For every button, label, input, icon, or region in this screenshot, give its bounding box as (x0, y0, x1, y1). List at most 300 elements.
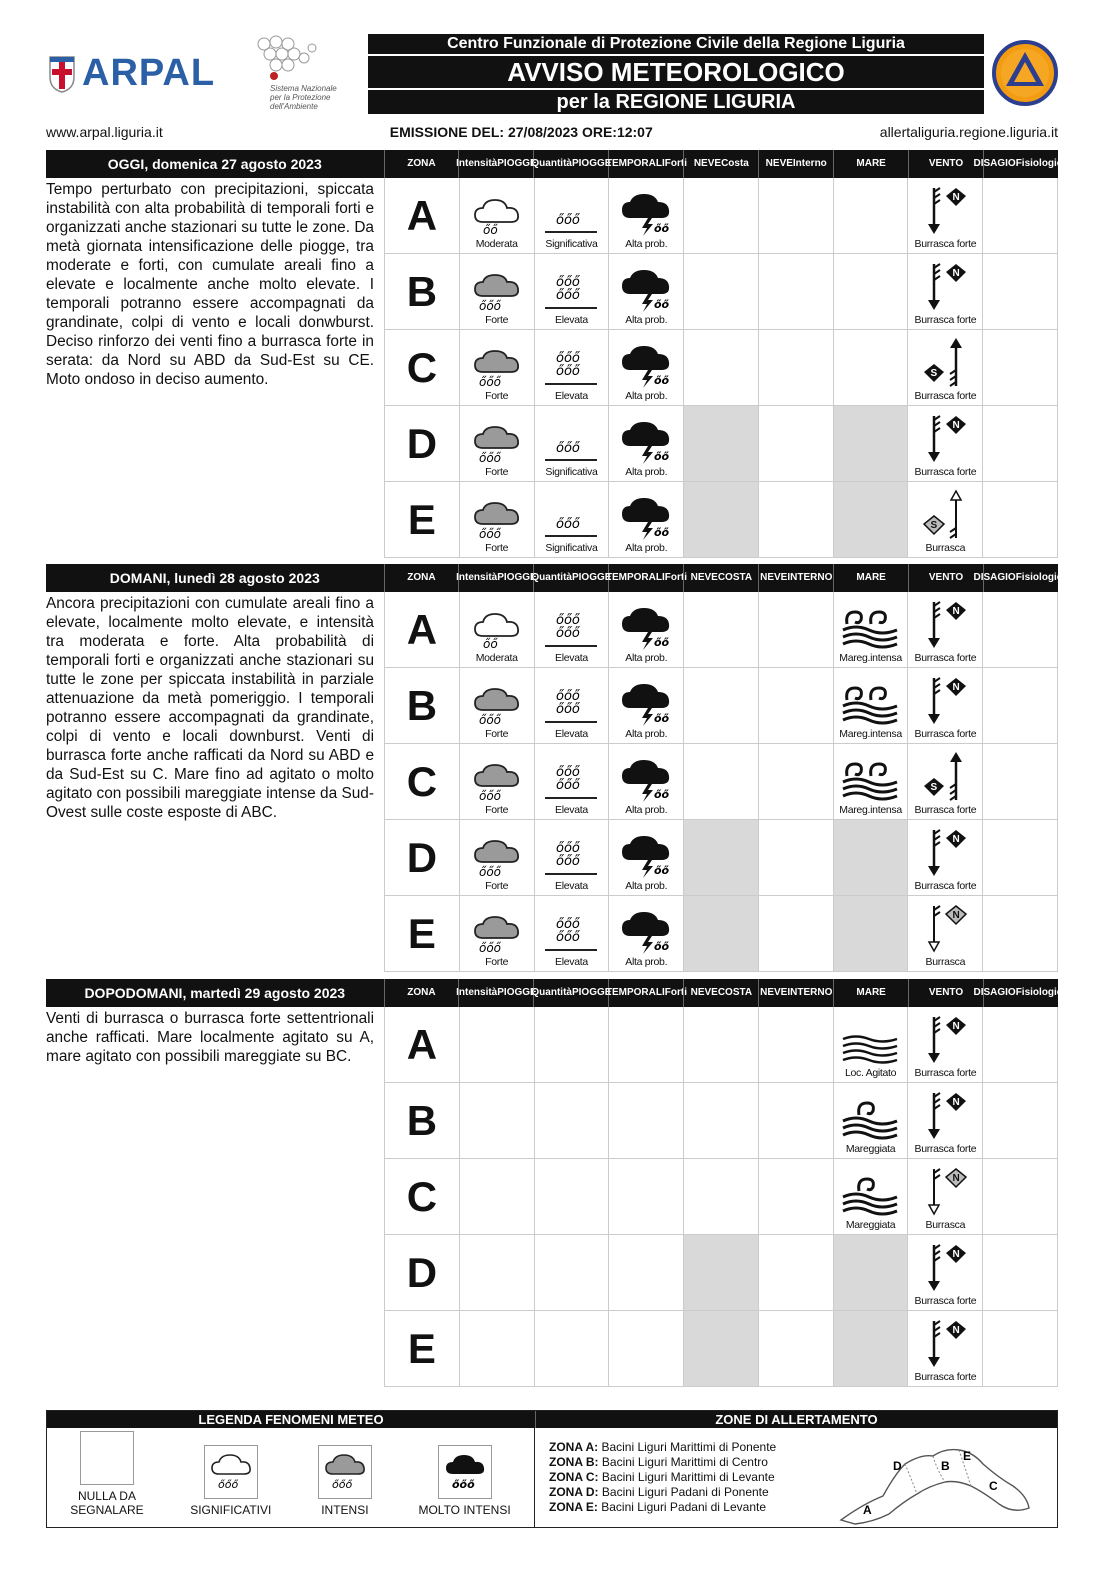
svg-text:N: N (952, 834, 961, 845)
column-header (908, 150, 983, 178)
snow-inland-cell (759, 1007, 834, 1082)
svg-text:őőő: őőő (556, 854, 581, 869)
column-header-line: NEVE (760, 987, 788, 998)
column-header-line: Intensità (456, 987, 498, 998)
svg-text:őőő: őőő (556, 275, 581, 290)
column-header-line: PIOGGE (571, 158, 612, 169)
wind-cell-label: Burrasca forte (914, 880, 977, 892)
svg-text:N: N (952, 1021, 961, 1032)
wind-cell-label: Burrasca forte (914, 1143, 977, 1155)
rain-drops-high-icon (541, 348, 601, 390)
svg-text:N: N (952, 1325, 961, 1336)
snow-coast-cell (684, 744, 759, 819)
wind-north-strong-icon (920, 1013, 970, 1067)
zone-row (385, 1083, 1058, 1159)
day-header (46, 564, 1069, 592)
discomfort-cell (983, 896, 1058, 971)
wind-cell-label: Burrasca forte (914, 238, 977, 250)
rain-quantity-cell (535, 896, 610, 971)
svg-text:őő: őő (654, 222, 670, 235)
wind-north-strong-icon (920, 1089, 970, 1143)
legend-label: MOLTO INTENSI (418, 1503, 511, 1517)
storm-cell-label: Alta prob. (625, 238, 668, 250)
column-header-line: ZONA (407, 572, 436, 583)
legend-item (190, 1445, 271, 1517)
discomfort-cell (983, 1311, 1058, 1386)
column-header-line: VENTO (928, 158, 964, 169)
rain-quantity-cell-label: Significativa (545, 542, 598, 554)
column-header-line: PIOGGE (571, 572, 612, 583)
column-header-line: PIOGGE (497, 158, 537, 169)
sea-cell (834, 668, 909, 743)
wind-cell-label: Burrasca forte (914, 466, 977, 478)
sea-cell-label: Mareg.intensa (839, 728, 902, 740)
column-header-line: NEVE (690, 572, 718, 583)
column-header (683, 979, 758, 1007)
wind-north-icon (920, 902, 970, 956)
storm-cell (609, 1311, 684, 1386)
rain-quantity-cell-label: Significativa (545, 238, 598, 250)
storm-cell-label: Alta prob. (625, 466, 668, 478)
wind-cell (908, 1007, 983, 1082)
zone-desc: Bacini Liguri Marittimi di Centro (601, 1455, 768, 1469)
protezione-civile-logo-icon (992, 40, 1058, 106)
column-header (758, 150, 833, 178)
day-title: OGGI, domenica 27 agosto 2023 (107, 156, 322, 172)
cloud-heavy-icon (471, 686, 523, 728)
cloud-heavy-icon (471, 838, 523, 880)
column-header-line: Quantità (531, 987, 572, 998)
wind-north-strong-icon (920, 260, 970, 314)
sea-cell-label: Mareg.intensa (839, 804, 902, 816)
wind-cell (908, 744, 983, 819)
zone-key: ZONA D: (549, 1485, 599, 1499)
zone-key: ZONA E: (549, 1500, 598, 1514)
rain-intensity-cell-label: Forte (485, 314, 509, 326)
cloud-outline-icon (204, 1445, 258, 1499)
title-line-1: Centro Funzionale di Protezione Civile della Regione Liguria (368, 34, 984, 54)
legend (47, 1428, 535, 1527)
storm-cloud-icon (620, 192, 672, 238)
svg-text:őő: őő (482, 637, 498, 650)
rain-quantity-cell (535, 744, 610, 819)
svg-text:őőő: őőő (478, 789, 501, 802)
snow-inland-cell (759, 1311, 834, 1386)
zone-letter: A (385, 178, 460, 253)
rain-intensity-cell (460, 668, 535, 743)
column-header-line: NEVE (765, 158, 793, 169)
column-header (456, 564, 537, 592)
wind-cell (908, 254, 983, 329)
column-header-line: MARE (856, 987, 886, 998)
column-header-line: Fisiologico (1015, 987, 1069, 998)
sea-cell (834, 406, 909, 481)
wind-cell (908, 668, 983, 743)
sea-surge-intense-icon (841, 682, 901, 728)
discomfort-cell (983, 330, 1058, 405)
svg-text:N: N (952, 682, 961, 693)
column-header-line: Quantità (531, 572, 572, 583)
snow-coast-cell (684, 178, 759, 253)
rain-intensity-cell (460, 1235, 535, 1310)
zone-row (385, 820, 1058, 896)
column-header (833, 150, 908, 178)
site-link-left[interactable]: www.arpal.liguria.it (46, 124, 163, 140)
wind-cell (908, 330, 983, 405)
wind-cell-label: Burrasca forte (914, 728, 977, 740)
zone-row (385, 1159, 1058, 1235)
column-header-line: NEVE (760, 572, 788, 583)
zone-key: ZONA A: (549, 1440, 599, 1454)
day-header (46, 979, 1069, 1007)
storm-cell (609, 744, 684, 819)
svg-text:őő: őő (654, 450, 670, 463)
wind-north-strong-icon (920, 412, 970, 466)
emission-date: EMISSIONE DEL: 27/08/2023 ORE:12:07 (389, 124, 653, 140)
svg-text:őőő: őőő (478, 713, 501, 726)
map-label-c: C (989, 1479, 998, 1493)
rain-quantity-cell (535, 482, 610, 557)
svg-text:S: S (930, 520, 938, 531)
snow-coast-cell (684, 254, 759, 329)
sea-cell (834, 1311, 909, 1386)
rain-intensity-cell (460, 820, 535, 895)
zone-grid (384, 1007, 1058, 1387)
zone-key: ZONA B: (549, 1455, 599, 1469)
day-title: DOPODOMANI, martedì 29 agosto 2023 (84, 985, 346, 1001)
snow-inland-cell (759, 592, 834, 667)
wind-cell-label: Burrasca forte (914, 390, 977, 402)
sea-cell (834, 254, 909, 329)
wind-cell (908, 1311, 983, 1386)
rain-drops-high-icon (541, 272, 601, 314)
rain-intensity-cell (460, 592, 535, 667)
svg-text:őő: őő (654, 940, 670, 953)
svg-text:őőő: őőő (556, 517, 581, 532)
column-header (605, 979, 687, 1007)
svg-text:S: S (930, 368, 938, 379)
sea-cell (834, 744, 909, 819)
rain-quantity-cell (535, 1083, 610, 1158)
day-section-tomorrow (46, 564, 1069, 972)
sea-cell (834, 1159, 909, 1234)
zone-letter: B (385, 668, 460, 743)
storm-cell (609, 406, 684, 481)
rain-intensity-cell (460, 178, 535, 253)
rain-intensity-cell (460, 1159, 535, 1234)
day-section-after-tomorrow (46, 979, 1069, 1387)
discomfort-cell (983, 820, 1058, 895)
storm-cloud-icon (620, 834, 672, 880)
snow-coast-cell (684, 1311, 759, 1386)
column-header-line: Fisiologico (1015, 572, 1069, 583)
column-header-line: INTERNO (787, 572, 833, 583)
cloud-heavy-icon (471, 424, 523, 466)
svg-text:őő: őő (654, 526, 670, 539)
rain-quantity-cell-label: Elevata (554, 804, 588, 816)
sea-cell (834, 1235, 909, 1310)
wind-cell-label: Burrasca forte (914, 1371, 977, 1383)
rain-quantity-cell (535, 254, 610, 329)
zone-row (385, 254, 1058, 330)
svg-text:őő: őő (654, 374, 670, 387)
sea-surge-icon (841, 1173, 901, 1219)
storm-cell (609, 820, 684, 895)
column-header (833, 564, 908, 592)
sea-cell (834, 1007, 909, 1082)
rain-intensity-cell-label: Moderata (475, 238, 518, 250)
storm-cell (609, 1159, 684, 1234)
title-line-3: per la REGIONE LIGURIA (368, 90, 984, 114)
forecast-text: Tempo perturbato con precipitazioni, spiccata instabilità con alta probabilità di temporali forti e organizzati anche stazionari su tutte le zone. Da metà giornata intensificazione delle piogge, tra moderate e forti, con cumulate areali fino a elevate e localmente anche molto elevate. I temporali potranno essere accompagnati da grandinate, colpi di vento e locali donwburst. Deciso rinforzo dei venti fino a burrasca forte in serata: da Nord su ABD da Sud-Est su CE. Moto ondoso in deciso aumento. (46, 181, 374, 388)
rain-quantity-cell-label: Elevata (554, 956, 588, 968)
wind-north-strong-icon (920, 184, 970, 238)
column-header-line: Intensità (456, 572, 498, 583)
wind-cell-label: Burrasca (925, 1219, 966, 1231)
wind-cell-label: Burrasca forte (914, 314, 977, 326)
snow-inland-cell (759, 482, 834, 557)
title-line-2: AVVISO METEOROLOGICO (368, 56, 984, 88)
snow-inland-cell (759, 668, 834, 743)
rain-drops-low-icon (541, 508, 601, 542)
day-header (46, 150, 1069, 178)
rain-intensity-cell-label: Forte (485, 466, 509, 478)
snow-inland-cell (759, 744, 834, 819)
wind-cell (908, 1159, 983, 1234)
svg-text:őőő: őőő (556, 930, 581, 945)
zone-row (385, 406, 1058, 482)
zone-letter: C (385, 330, 460, 405)
column-header-line: Forti (664, 572, 687, 583)
cloud-heavy-icon (471, 762, 523, 804)
column-header-line: DISAGIO (973, 987, 1016, 998)
svg-text:őő: őő (654, 298, 670, 311)
column-header-line: Intensità (456, 158, 498, 169)
column-header-line: COSTA (717, 572, 753, 583)
wind-north-strong-icon (920, 674, 970, 728)
column-header-line: ZONA (407, 158, 436, 169)
svg-text:őőő: őőő (217, 1478, 238, 1491)
rain-quantity-cell-label: Elevata (554, 728, 588, 740)
zone-desc: Bacini Liguri Marittimi di Ponente (601, 1440, 777, 1454)
column-header-line: NEVE (693, 158, 722, 169)
snow-coast-cell (684, 1235, 759, 1310)
forecast-text: Ancora precipitazioni con cumulate areali fino a elevate, localmente molto elevate, e intensità tra moderata e forte. Alta probabilità di temporali forti e organizzati anche stazionari su tutte le zone per spiccata instabilità in parziale attenuazione da metà pomeriggio. I temporali potranno essere accompagnati da grandinate, colpi di vento e locali downburst. Venti di burrasca forte anche rafficati da Nord su ABD e da Sud-Est su C. Mare fino ad agitato o molto agitato con possibili mareggiate intense da Sud-Ovest sulle coste esposte di ABC. (46, 595, 374, 821)
column-header-line: TEMPORALI (605, 572, 665, 583)
discomfort-cell (983, 744, 1058, 819)
column-header (531, 979, 612, 1007)
zone-desc: Bacini Liguri Marittimi di Levante (601, 1470, 775, 1484)
zone-letter: E (385, 896, 460, 971)
zone-desc: Bacini Liguri Padani di Ponente (601, 1485, 769, 1499)
column-header-line: TEMPORALI (605, 987, 665, 998)
svg-text:őőő: őőő (556, 765, 581, 780)
column-header (384, 979, 459, 1007)
zone-letter: E (385, 482, 460, 557)
rain-intensity-cell-label: Forte (485, 390, 509, 402)
rain-drops-low-icon (541, 204, 601, 238)
wind-south-strong-icon (920, 750, 970, 804)
svg-text:őőő: őőő (556, 626, 581, 641)
day-title: DOMANI, lunedì 28 agosto 2023 (109, 570, 320, 586)
wind-cell (908, 406, 983, 481)
svg-text:őő: őő (654, 788, 670, 801)
rain-intensity-cell (460, 330, 535, 405)
wind-cell (908, 178, 983, 253)
zone-letter: C (385, 744, 460, 819)
svg-text:őőő: őőő (556, 778, 581, 793)
discomfort-cell (983, 668, 1058, 743)
rain-intensity-cell-label: Forte (485, 542, 509, 554)
snow-inland-cell (759, 254, 834, 329)
rain-quantity-cell (535, 820, 610, 895)
sea-surge-icon (841, 1097, 901, 1143)
svg-text:őőő: őőő (556, 441, 581, 456)
zone-row (385, 178, 1058, 254)
rain-intensity-cell (460, 1007, 535, 1082)
column-header (605, 150, 687, 178)
zone-letter: E (385, 1311, 460, 1386)
storm-cell-label: Alta prob. (625, 804, 668, 816)
zone-letter: D (385, 1235, 460, 1310)
storm-cell-label: Alta prob. (625, 956, 668, 968)
snow-coast-cell (684, 1159, 759, 1234)
sea-cell-label: Loc. Agitato (844, 1067, 897, 1079)
snow-coast-cell (684, 406, 759, 481)
legend-item (318, 1445, 372, 1517)
forecast-text: Venti di burrasca o burrasca forte settentrionali anche rafficati. Mare localmente agitato su A, mare agitato con possibili mareggiate su BC. (46, 1010, 374, 1065)
column-header (973, 150, 1069, 178)
wind-north-icon (920, 1165, 970, 1219)
discomfort-cell (983, 1007, 1058, 1082)
snpa-caption: Sistema Nazionale per la Protezione dell'Ambiente (270, 84, 337, 111)
discomfort-cell (983, 1083, 1058, 1158)
svg-text:S: S (930, 782, 938, 793)
legend-item (70, 1431, 143, 1517)
snow-coast-cell (684, 1007, 759, 1082)
snow-coast-cell (684, 592, 759, 667)
discomfort-cell (983, 482, 1058, 557)
snow-inland-cell (759, 1235, 834, 1310)
svg-text:őő: őő (482, 223, 498, 236)
svg-text:N: N (952, 1097, 961, 1108)
zone-letter: B (385, 1083, 460, 1158)
sea-cell (834, 896, 909, 971)
snow-inland-cell (759, 330, 834, 405)
wind-cell (908, 1235, 983, 1310)
svg-text:N: N (952, 910, 961, 921)
map-label-e: E (963, 1449, 972, 1463)
map-label-a: A (863, 1503, 872, 1517)
column-header (908, 979, 983, 1007)
storm-cell (609, 330, 684, 405)
rain-drops-high-icon (541, 762, 601, 804)
wind-south-strong-icon (920, 336, 970, 390)
svg-text:őő: őő (654, 636, 670, 649)
rain-intensity-cell (460, 1083, 535, 1158)
svg-text:őőő: őőő (556, 351, 581, 366)
storm-cloud-icon (620, 910, 672, 956)
zone-grid (384, 592, 1058, 972)
storm-cloud-icon (620, 344, 672, 390)
svg-text:N: N (952, 420, 961, 431)
rain-quantity-cell-label: Elevata (554, 652, 588, 664)
legend-title: LEGENDA FENOMENI METEO (198, 1412, 384, 1427)
sea-surge-intense-icon (841, 758, 901, 804)
footer (46, 1410, 1058, 1528)
column-header-line: PIOGGE (571, 987, 612, 998)
rain-quantity-cell (535, 178, 610, 253)
storm-cell (609, 1235, 684, 1310)
site-link-right[interactable]: allertaliguria.regione.liguria.it (879, 124, 1058, 140)
zone-letter: C (385, 1159, 460, 1234)
rain-drops-high-icon (541, 914, 601, 956)
zone-desc: Bacini Liguri Padani di Levante (601, 1500, 767, 1514)
cloud-black-icon (438, 1445, 492, 1499)
svg-text:őőő: őőő (451, 1478, 475, 1491)
storm-cell-label: Alta prob. (625, 542, 668, 554)
map-label-d: D (893, 1459, 902, 1473)
cloud-heavy-icon (471, 348, 523, 390)
snow-inland-cell (759, 820, 834, 895)
rain-intensity-cell (460, 896, 535, 971)
column-header-line: DISAGIO (973, 572, 1016, 583)
column-header (908, 564, 983, 592)
svg-text:őőő: őőő (556, 364, 581, 379)
zone-row (385, 1311, 1058, 1387)
wind-cell-label: Burrasca forte (914, 652, 977, 664)
wind-cell (908, 1083, 983, 1158)
cloud-heavy-icon (471, 500, 523, 542)
svg-text:őőő: őőő (478, 375, 501, 388)
zone-letter: A (385, 592, 460, 667)
rain-intensity-cell (460, 406, 535, 481)
storm-cloud-icon (620, 268, 672, 314)
zone-grid (384, 178, 1058, 558)
rain-intensity-cell-label: Forte (485, 880, 509, 892)
storm-cell (609, 668, 684, 743)
column-header-line: VENTO (928, 572, 964, 583)
zone-letter: D (385, 406, 460, 481)
sea-cell (834, 592, 909, 667)
wind-cell-label: Burrasca (925, 956, 966, 968)
svg-text:őőő: őőő (556, 689, 581, 704)
rain-quantity-cell-label: Elevata (554, 880, 588, 892)
arpal-logo-text: ARPAL (82, 52, 216, 94)
column-header-line: INTERNO (787, 987, 833, 998)
rain-drops-high-icon (541, 686, 601, 728)
wind-cell-label: Burrasca (925, 542, 966, 554)
rain-intensity-cell (460, 482, 535, 557)
svg-text:őőő: őőő (478, 299, 501, 312)
discomfort-cell (983, 406, 1058, 481)
column-header (605, 564, 687, 592)
snow-coast-cell (684, 330, 759, 405)
column-header (531, 564, 612, 592)
zone-row (385, 744, 1058, 820)
sea-cell-label: Mareg.intensa (839, 652, 902, 664)
storm-cell (609, 482, 684, 557)
liguria-zones-map (833, 1434, 1033, 1526)
map-label-b: B (941, 1459, 950, 1473)
wind-south-icon (920, 488, 970, 542)
column-header-line: ZONA (407, 987, 436, 998)
svg-text:őőő: őőő (556, 213, 581, 228)
cloud-moderate-icon (471, 196, 523, 238)
svg-text:őőő: őőő (556, 613, 581, 628)
liguria-shield-icon (48, 55, 76, 93)
snow-inland-cell (759, 178, 834, 253)
